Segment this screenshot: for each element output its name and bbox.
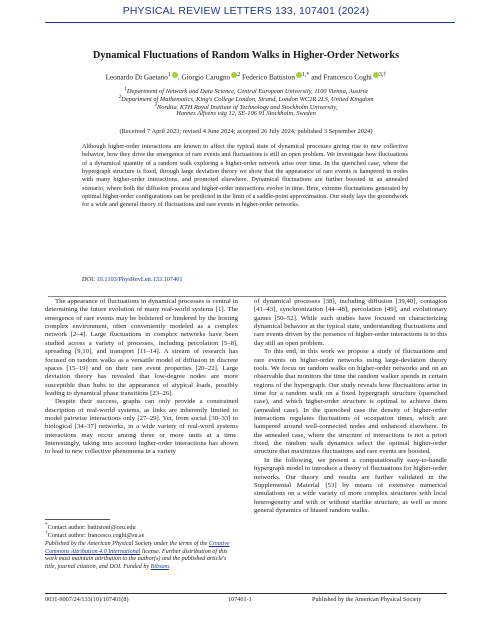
affiliation-mark: 1 (124, 86, 127, 92)
journal-header: PHYSICAL REVIEW LETTERS 133, 107401 (2024) (122, 6, 370, 17)
affiliation (0, 110, 492, 117)
author-affil-mark: 1,* (301, 72, 310, 78)
footnote-text: Contact author: battistonf@ceu.edu (47, 524, 136, 532)
footnote-rule (45, 519, 110, 520)
section-divider (48, 296, 446, 297)
license-text: . (168, 563, 171, 570)
author-affil-mark: 3,† (378, 72, 387, 78)
orcid-icon[interactable] (172, 72, 178, 78)
body-column-right (254, 298, 447, 515)
page-number: 107401-1 (228, 596, 252, 603)
footer-publisher: Published by the American Physical Society (312, 596, 422, 603)
license-text: Published by the American Physical Society under the terms of the (45, 541, 209, 547)
footnote-mark: * (45, 522, 48, 528)
author-affil-mark: 2 (237, 72, 241, 78)
author-affil-mark: 1 (167, 72, 171, 78)
footnote-mark: † (45, 530, 48, 536)
funder-link[interactable]: Bibsam (150, 563, 169, 570)
body-paragraph: The appearance of fluctuations in dynamical processes is central in determining the future evolution of many real-world systems [1]. The emergence of rare events may be bolstered or hindered by the hosting complex environment, often conveniently modeled as a complex network [2–4]. Large fluctuations in complex networks have been studied across a variety of processes, including percolation [5–8], spreading [9,10], and transport [11–14]. A stream of research has focused on random walks as a versatile model of diffusion in discrete spaces [15–19] and on their rare event properties [20–22]. Large deviation theory has revealed that low-degree nodes are more susceptible than hubs to the appearance of atypical loads, possibly leading to dynamical phase transitions [23–26]. (45, 298, 238, 397)
author-name: Federico Battiston (242, 73, 295, 82)
affiliation-text: Department of Network and Data Science, Central European University, 1100 Vienna, Austria (126, 88, 368, 96)
body-paragraph: In the following, we present a computationally easy-to-handle hypergraph model to introduce a theory of fluctuations for higher-order networks. Our theory and results are further validated in the Supplemental Material [53] by means of extensive numerical simulations on a wide variety of more complex structures with local heterogeneity and with or without starlike structure, as well as more general dynamics of biased random walks. (254, 456, 447, 514)
body-column-left (45, 298, 238, 457)
license-text: license. Further distribution of this work must maintain attribution to the author(s) and the published article's title, journal citation, and DOI. Funded by (45, 548, 228, 570)
license-notice (45, 541, 238, 571)
body-paragraph: To this end, in this work we propose a study of fluctuations and rare events on higher-order networks using large-deviation theory tools. We focus on random walks on higher-order networks and on an observable that monitors the time the random walker spends in certain regions of the hypergraph. Our study reveals how fluctuations arise in time for a random walk on a fixed hypergraph structure (quenched case), and which higher-order structure is optimal to achieve them (annealed case). In the quenched case the density of higher-order interactions regulates fluctuations of occupation times, which are hampered around well-connected nodes and enhanced elsewhere. In the annealed case, where the structure of interactions is not a priori fixed, the random walk dynamics select the optimal higher-order structure that maximizes fluctuations and rare events are boosted. (254, 348, 447, 456)
affiliation-text: Nordita, KTH Royal Institute of Technology and Stockholm University, (157, 104, 338, 112)
affiliation-mark: 3 (154, 102, 158, 108)
body-paragraph: of dynamical processes [38], including diffusion [39,40], contagion [41–43], synchronization [44–48], percolation [49], and evolutionary games [50–52]. While such studies have focused on characterizing dynamical behavior at the typical state, understanding fluctuations and rare events driven by the presence of higher-order interactions is to this day still an open problem. (254, 298, 447, 347)
doi-link[interactable]: 10.1103/PhysRevLett.133.107401 (96, 276, 183, 283)
footnote-text: Contact author: francesco.coghi@su.se (47, 532, 145, 540)
header-rule (45, 22, 455, 23)
footnote (45, 530, 238, 540)
doi-label: DOI: (82, 276, 95, 283)
author-name: Leonardo Di Gaetano (105, 73, 168, 82)
author-name: Giorgio Carugno (181, 73, 231, 82)
footer-issn: 0031-9007/24/133(10)/107401(8) (45, 596, 129, 603)
affiliation-text: Hannes Alfvéns väg 12, SE-106 91 Stockholm, Sweden (176, 110, 316, 117)
publication-history: (Received 7 April 2023; revised 4 June 2024; accepted 26 July 2024; published 3 September 2024) (119, 128, 373, 135)
affiliation-mark: 2 (118, 94, 122, 100)
body-paragraph: Despite their success, graphs can only provide a constrained description of real-world systems, as links are inherently limited to model pairwise interactions only [27–29]. Yet, from social [30–33] to biological [34–37] networks, in a wide variety of real-word systems interactions may occur among three or more units at a time. Interestingly, taking into account higher-order interactions has shown to lead to new collective phenomena in a variety (45, 398, 238, 456)
author-name: Francesco Coghi (323, 73, 372, 82)
license-link[interactable]: Creative Commons Attribution 4.0 International (45, 541, 230, 555)
footer-rule (45, 593, 447, 594)
doi-line (82, 276, 183, 283)
abstract: Although higher-order interactions are known to affect the typical state of dynamical processes giving rise to new collective behavior, how they drive the emergence of rare events and fluctuations is still an open problem. We investigate how fluctuations of a dynamical quantity of a random walk exploring a higher-order network arise over time. In the quenched case, where the hypergraph structure is fixed, through large deviation theory we show that the appearance of rare events is hampered in nodes with many higher-order interactions, and promoted elsewhere. Dynamical fluctuations are further boosted in an annealed scenario, where both the diffusion process and higher-order interactions evolve in time. Here, extreme fluctuations generated by optimal higher-order configurations can be predicted in the limit of a saddle-point approximation. Our study lays the groundwork for a wide and general theory of fluctuations and rare events in higher-order networks. (82, 143, 408, 209)
author-list: Leonardo Di Gaetano$^1$ , Giorgio Carugno $^2$ Federico Battiston $^{1,*}$ and Francesco Coghi $^{3,\dagger}$ (105, 72, 387, 82)
article-title: Dynamical Fluctuations of Random Walks in Higher-Order Networks (92, 50, 400, 61)
affiliation-text: Department of Mathematics, King's College London, Strand, London WC2R 2LS, United Kingdom (121, 96, 374, 104)
